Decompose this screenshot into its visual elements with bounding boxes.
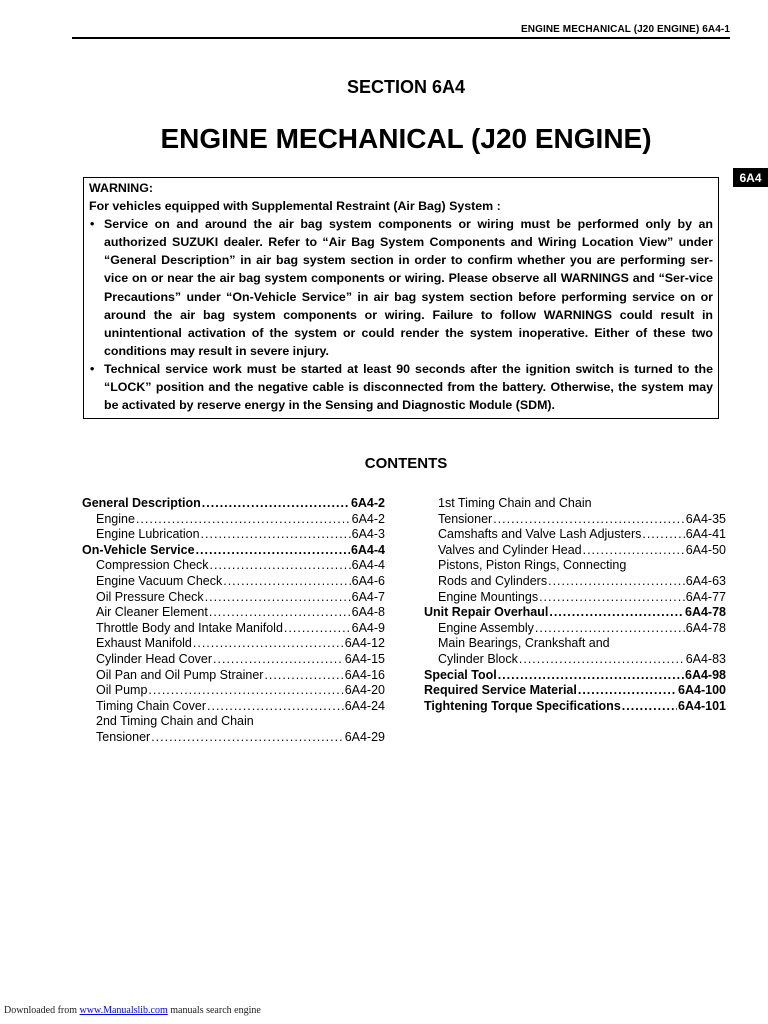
toc-entry[interactable]: Engine ..... 6A4-2: [82, 512, 385, 528]
toc-entry[interactable]: Timing Chain Cover ..... 6A4-24: [82, 699, 385, 715]
leader-dots: [202, 496, 350, 512]
section-tab: 6A4: [733, 168, 768, 187]
contents-heading: CONTENTS: [364, 455, 448, 472]
warning-bullet: • Technical service work must be started at least 90 seconds after the ignition switch is turned to the “LOCK” position and the negative cable is disconnected from the battery. Otherwise, the system may be activated by reserve energy in the Sensing and Diagnostic Module (SDM).: [89, 360, 713, 414]
toc-entry[interactable]: General Description ..... 6A4-2: [82, 496, 385, 512]
leader-dots: [213, 652, 344, 668]
leader-dots: [264, 668, 343, 684]
toc-entry[interactable]: Valves and Cylinder Head ..... 6A4-50: [424, 543, 726, 559]
leader-dots: [519, 652, 685, 668]
toc-entry[interactable]: Exhaust Manifold ..... 6A4-12: [82, 636, 385, 652]
toc-entry[interactable]: Engine Mountings ..... 6A4-77: [424, 590, 726, 606]
leader-dots: [535, 621, 685, 637]
leader-dots: [209, 605, 351, 621]
leader-dots: [205, 590, 351, 606]
page-title: ENGINE MECHANICAL (J20 ENGINE): [160, 123, 652, 154]
leader-dots: [622, 699, 677, 715]
leader-dots: [201, 527, 351, 543]
leader-dots: [493, 512, 684, 528]
toc-entry[interactable]: Special Tool ..... 6A4-98: [424, 668, 726, 684]
leader-dots: [210, 558, 351, 574]
toc-right-column: [424, 496, 726, 714]
toc-entry[interactable]: Engine Vacuum Check ..... 6A4-6: [82, 574, 385, 590]
toc-entry[interactable]: Unit Repair Overhaul ..... 6A4-78: [424, 605, 726, 621]
warning-box: [83, 177, 719, 419]
toc-entry[interactable]: Oil Pan and Oil Pump Strainer ..... 6A4-16: [82, 668, 385, 684]
toc-entry-continued: 2nd Timing Chain and Chain: [96, 714, 254, 729]
leader-dots: [583, 543, 685, 559]
leader-dots: [151, 730, 343, 746]
warning-bullet: • Service on and around the air bag system components or wiring must be performed only by an authorized SUZUKI dealer. Refer to “Air Bag System Components and Wiring Location View” under “General Description” in air bag system section in order to confirm whether you are performing ser-vice on or near the air bag system components or wiring. Please observe all WARNINGS and “Ser-vice Precautions” under “On-Vehicle Service” in air bag system section before performing service on or around the air bag system components or wiring. Failure to follow WARNINGS could result in unintentional activation of the system or could render the system inoperative. Either of these two conditions may result in severe injury.: [89, 215, 713, 360]
footer-suffix: manuals search engine: [170, 1005, 261, 1016]
toc-entry[interactable]: Required Service Material ..... 6A4-100: [424, 683, 726, 699]
toc-entry[interactable]: Camshafts and Valve Lash Adjusters ..... 6A4-41: [424, 527, 726, 543]
leader-dots: [136, 512, 351, 528]
leader-dots: [196, 543, 350, 559]
download-footer: [4, 1005, 261, 1016]
toc-entry[interactable]: Engine Assembly ..... 6A4-78: [424, 621, 726, 637]
leader-dots: [223, 574, 350, 590]
toc-entry[interactable]: Tightening Torque Specifications ..... 6A4-101: [424, 699, 726, 715]
toc-entry[interactable]: Tensioner ..... 6A4-35: [424, 512, 726, 528]
warning-heading: WARNING:: [89, 181, 154, 195]
toc-entry[interactable]: Compression Check ..... 6A4-4: [82, 558, 385, 574]
leader-dots: [207, 699, 344, 715]
manualslib-link[interactable]: www.Manualslib.com: [79, 1005, 168, 1016]
running-header: ENGINE MECHANICAL (J20 ENGINE) 6A4-1: [520, 24, 730, 35]
toc-entry[interactable]: Rods and Cylinders ..... 6A4-63: [424, 574, 726, 590]
toc-left-column: [82, 496, 385, 746]
toc-entry[interactable]: Air Cleaner Element ..... 6A4-8: [82, 605, 385, 621]
footer-prefix: Downloaded from: [4, 1005, 78, 1016]
leader-dots: [193, 636, 344, 652]
leader-dots: [148, 683, 343, 699]
toc-entry-continued: Pistons, Piston Rings, Connecting: [438, 558, 627, 573]
leader-dots: [642, 527, 684, 543]
toc-entry-continued: Main Bearings, Crankshaft and: [438, 636, 610, 651]
toc-entry[interactable]: Tensioner ..... 6A4-29: [82, 730, 385, 746]
leader-dots: [498, 668, 684, 684]
toc-entry[interactable]: Oil Pressure Check ..... 6A4-7: [82, 590, 385, 606]
leader-dots: [549, 605, 684, 621]
leader-dots: [578, 683, 677, 699]
toc-entry[interactable]: Cylinder Head Cover ..... 6A4-15: [82, 652, 385, 668]
toc-entry[interactable]: Oil Pump ..... 6A4-20: [82, 683, 385, 699]
toc-entry[interactable]: Cylinder Block ..... 6A4-83: [424, 652, 726, 668]
leader-dots: [539, 590, 685, 606]
toc-entry[interactable]: Engine Lubrication ..... 6A4-3: [82, 527, 385, 543]
section-label: SECTION 6A4: [346, 77, 466, 97]
toc-entry[interactable]: Throttle Body and Intake Manifold ..... 6A4-9: [82, 621, 385, 637]
leader-dots: [284, 621, 351, 637]
warning-intro: For vehicles equipped with Supplemental Restraint (Air Bag) System :: [89, 199, 501, 214]
toc-entry-continued: 1st Timing Chain and Chain: [438, 496, 592, 510]
toc-entry[interactable]: On-Vehicle Service ..... 6A4-4: [82, 543, 385, 559]
leader-dots: [548, 574, 685, 590]
header-rule: [72, 37, 730, 39]
